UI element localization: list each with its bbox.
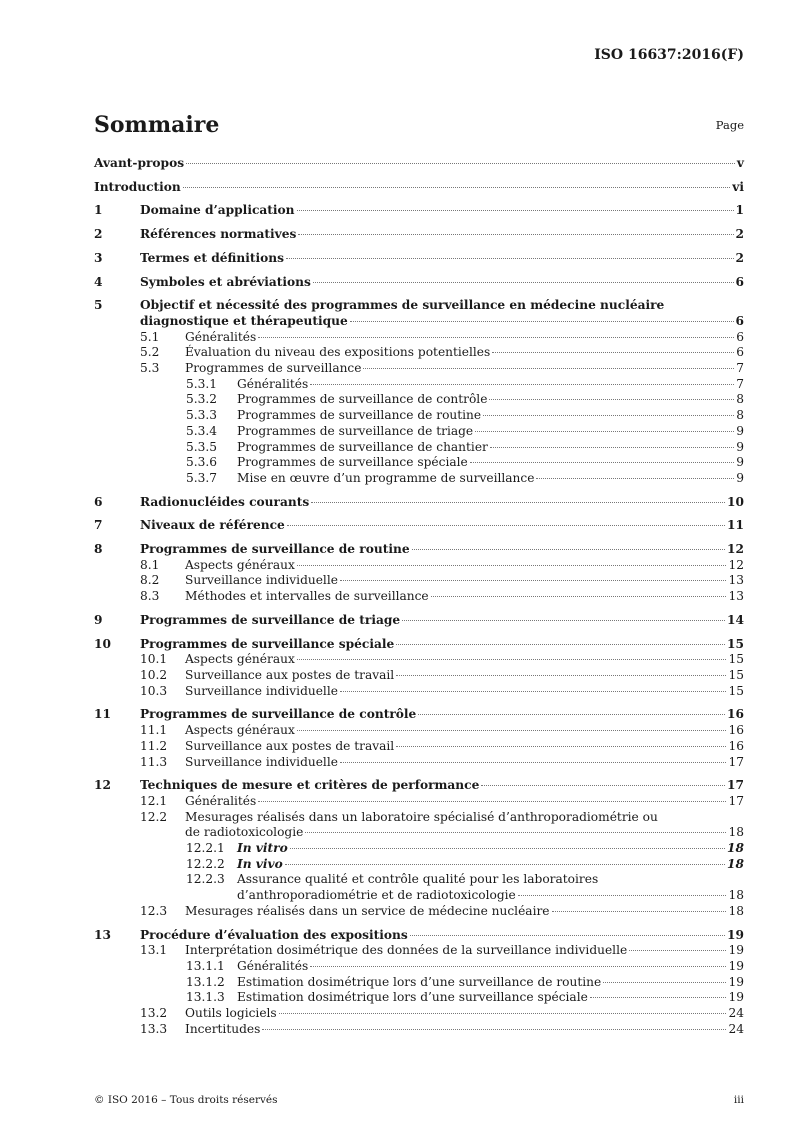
dot-leader [490, 447, 734, 448]
toc-entry-page: 19 [728, 958, 744, 973]
toc-entry-title: Assurance qualité et contrôle qualité pour les laboratoires [237, 872, 599, 887]
toc-entry-number: 13 [94, 927, 111, 942]
toc-entry[interactable] [94, 408, 744, 424]
dot-leader [183, 187, 730, 188]
toc-entry-title: Généralités [237, 958, 309, 973]
toc-entry[interactable] [94, 330, 744, 346]
toc-entry-number: 13.1 [140, 943, 168, 958]
dot-leader [311, 502, 725, 503]
toc-entry-page: 15 [728, 652, 744, 667]
dot-leader [297, 659, 727, 660]
toc-entry-page: 1 [735, 203, 744, 218]
toc-entry-title: Mesurages réalisés dans un laboratoire spécialisé d’anthroporadiométrie ou [185, 809, 658, 824]
toc-entry[interactable] [94, 975, 744, 991]
toc-separator [94, 172, 744, 180]
toc-entry[interactable] [94, 707, 744, 723]
toc-entry-title: Outils logiciels [185, 1006, 277, 1021]
toc-entry-title-continued: diagnostique et thérapeutique [140, 313, 348, 328]
dot-leader [297, 730, 727, 731]
toc-entry-number: 10.1 [140, 652, 168, 667]
toc-entry[interactable] [94, 684, 744, 700]
toc-entry-page: 24 [728, 1006, 744, 1021]
toc-entry[interactable] [94, 1006, 744, 1022]
toc-entry-page: 9 [736, 423, 744, 438]
toc-entry[interactable] [94, 275, 744, 291]
dot-leader [396, 746, 726, 747]
toc-entry-title: Mesurages réalisés dans un service de médecine nucléaire [185, 903, 550, 918]
toc-entry-number: 5 [94, 298, 103, 313]
toc-entry-title: Mise en œuvre d’un programme de surveillance [237, 470, 535, 485]
toc-entry[interactable] [94, 558, 744, 574]
toc-entry-number: 11.1 [140, 723, 168, 738]
toc-entry[interactable] [94, 943, 744, 959]
dot-leader [305, 832, 726, 833]
toc-separator [94, 510, 744, 518]
toc-separator [94, 243, 744, 251]
dot-leader [431, 596, 727, 597]
toc-entry-number: 5.3.6 [186, 455, 218, 470]
toc-entry-number: 9 [94, 612, 103, 627]
toc-separator [94, 605, 744, 613]
dot-leader [629, 950, 726, 951]
toc-entry-title: Termes et définitions [140, 250, 284, 265]
dot-leader [412, 549, 725, 550]
toc-entry-title: Niveaux de référence [140, 518, 285, 533]
toc-entry-page: 12 [727, 542, 744, 557]
toc-entry-number: 10 [94, 636, 111, 651]
dot-leader [410, 935, 725, 936]
toc-entry[interactable] [94, 298, 744, 329]
toc-entry[interactable] [94, 1022, 744, 1038]
toc-entry[interactable] [94, 739, 744, 755]
toc-entry-title: Symboles et abréviations [140, 274, 311, 289]
toc-entry-page: 18 [727, 841, 744, 856]
dot-leader [590, 997, 727, 998]
page-title: Sommaire [94, 112, 220, 138]
toc-entry-page: 9 [736, 470, 744, 485]
toc-separator [94, 267, 744, 275]
toc-entry-title: Évaluation du niveau des expositions potentielles [185, 345, 491, 360]
toc-entry-title: Généralités [237, 376, 309, 391]
toc-entry-page: 17 [727, 778, 744, 793]
toc-entry-title: Programmes de surveillance [185, 361, 362, 376]
toc-entry-number: 13.1.2 [186, 974, 225, 989]
toc-entry-page: 17 [728, 793, 744, 808]
toc-entry-number: 13.3 [140, 1021, 168, 1036]
dot-leader [340, 580, 727, 581]
toc-entry-page: 16 [727, 707, 744, 722]
toc-entry-page: 13 [728, 589, 744, 604]
toc-entry-page: 18 [728, 825, 744, 840]
toc-entry-number: 12.1 [140, 793, 168, 808]
toc-entry-title: Programmes de surveillance de contrôle [140, 707, 417, 722]
dot-leader [285, 864, 725, 865]
page-column-label: Page [715, 118, 744, 132]
toc-entry[interactable] [94, 203, 744, 219]
dot-leader [363, 368, 734, 369]
toc-entry-number: 11.2 [140, 738, 168, 753]
toc-entry-title: Surveillance aux postes de travail [185, 738, 395, 753]
toc-entry-number: 10.2 [140, 667, 168, 682]
toc-entry-title: Programmes de surveillance de chantier [237, 439, 488, 454]
toc-entry[interactable] [94, 377, 744, 393]
toc-entry[interactable] [94, 959, 744, 975]
toc-entry[interactable] [94, 424, 744, 440]
toc-entry[interactable] [94, 227, 744, 243]
toc-entry[interactable] [94, 573, 744, 589]
toc-entry-title: Estimation dosimétrique lors d’une surveillance de routine [237, 974, 602, 989]
toc-entry-number: 12 [94, 778, 111, 793]
toc-entry-title: Surveillance individuelle [185, 754, 338, 769]
toc-entry[interactable] [94, 440, 744, 456]
toc-entry-title: Programmes de surveillance spéciale [237, 455, 468, 470]
toc-entry[interactable] [94, 755, 744, 771]
dot-leader [350, 321, 734, 322]
dot-leader [287, 525, 725, 526]
toc-entry[interactable] [94, 872, 744, 903]
toc-entry-title: Radionucléides courants [140, 494, 310, 509]
toc-entry-number: 11 [94, 707, 111, 722]
toc-entry-title: Généralités [185, 329, 257, 344]
dot-leader [262, 1029, 726, 1030]
toc-entry-title: Incertitudes [185, 1021, 261, 1036]
toc-entry-page: 2 [735, 227, 744, 242]
toc-entry-page: 19 [728, 990, 744, 1005]
toc-entry[interactable] [94, 904, 744, 920]
dot-leader [518, 895, 727, 896]
toc-entry-number: 12.2.1 [186, 841, 225, 856]
toc-entry-page: 18 [728, 888, 744, 903]
dot-leader [340, 762, 727, 763]
toc-entry-title: Programmes de surveillance de routine [237, 408, 482, 423]
dot-leader [402, 620, 725, 621]
dot-leader [313, 282, 734, 283]
toc-entry-page: 12 [728, 557, 744, 572]
dot-leader [483, 415, 734, 416]
toc-entry[interactable] [94, 345, 744, 361]
dot-leader [552, 911, 727, 912]
toc-entry[interactable] [94, 392, 744, 408]
toc-entry-title: Avant-propos [94, 156, 185, 170]
toc-entry-title: Programmes de surveillance de triage [140, 612, 401, 627]
toc-entry[interactable] [94, 857, 744, 873]
toc-entry-number: 5.3.7 [186, 470, 218, 485]
dot-leader [470, 462, 735, 463]
footer-page-number: iii [733, 1094, 744, 1106]
dot-leader [279, 1013, 727, 1014]
toc-entry-number: 4 [94, 274, 103, 289]
dot-leader [290, 848, 725, 849]
toc-entry[interactable] [94, 810, 744, 841]
toc-entry[interactable] [94, 495, 744, 511]
toc-entry-page: 15 [728, 667, 744, 682]
toc-entry[interactable] [94, 156, 744, 172]
toc-entry-title-continued: de radiotoxicologie [185, 825, 304, 840]
toc-entry-title: Méthodes et intervalles de surveillance [185, 589, 429, 604]
toc-entry-title: Programmes de surveillance spéciale [140, 636, 395, 651]
dot-leader [492, 352, 734, 353]
toc-entry-title: Programmes de surveillance de routine [140, 542, 410, 557]
toc-entry[interactable] [94, 542, 744, 558]
dot-leader [310, 966, 726, 967]
toc-entry-number: 13.1.1 [186, 958, 225, 973]
toc-entry-title: In vivo [237, 856, 283, 871]
toc-entry-title: Procédure d’évaluation des expositions [140, 927, 408, 942]
toc-entry-number: 12.2 [140, 809, 168, 824]
toc-entry-title: Estimation dosimétrique lors d’une surveillance spéciale [237, 990, 588, 1005]
toc-entry-number: 12.2.3 [186, 872, 225, 887]
toc-entry-title: Domaine d’application [140, 203, 295, 218]
dot-leader [186, 163, 735, 164]
dot-leader [418, 714, 725, 715]
toc-entry[interactable] [94, 589, 744, 605]
toc-entry[interactable] [94, 794, 744, 810]
toc-entry-title: Objectif et nécessité des programmes de surveillance en médecine nucléaire [140, 298, 665, 313]
dot-leader [297, 210, 734, 211]
toc-entry-number: 2 [94, 227, 103, 242]
toc-entry-number: 5.2 [140, 345, 160, 360]
toc-entry-number: 5.3.3 [186, 408, 218, 423]
toc-separator [94, 290, 744, 298]
toc-entry-number: 1 [94, 203, 103, 218]
dot-leader [258, 337, 734, 338]
dot-leader [310, 384, 734, 385]
toc-entry-page: 6 [735, 313, 744, 328]
toc-entry-page: 9 [736, 455, 744, 470]
toc-entry[interactable] [94, 668, 744, 684]
toc-entry-page: 11 [727, 518, 744, 533]
toc-entry-page: 18 [727, 856, 744, 871]
toc-entry-title: Interprétation dosimétrique des données de la surveillance individuelle [185, 943, 628, 958]
toc-entry-number: 5.1 [140, 329, 160, 344]
toc-entry-page: 19 [727, 927, 744, 942]
dot-leader [536, 478, 734, 479]
toc-separator [94, 195, 744, 203]
toc-entry-page: v [736, 156, 744, 170]
dot-leader [298, 234, 733, 235]
toc-entry-title-continued: d’anthroporadiométrie et de radiotoxicologie [237, 888, 516, 903]
toc-separator [94, 920, 744, 928]
toc-entry-page: 10 [727, 494, 744, 509]
toc-entry-page: 16 [728, 738, 744, 753]
toc-separator [94, 219, 744, 227]
toc-entry-number: 8.2 [140, 573, 160, 588]
toc-entry-page: 13 [728, 573, 744, 588]
toc-entry-page: 8 [736, 408, 744, 423]
toc-entry-title: Techniques de mesure et critères de performance [140, 778, 480, 793]
toc-entry-page: 17 [728, 754, 744, 769]
dot-leader [396, 644, 725, 645]
toc-entry[interactable] [94, 251, 744, 267]
toc-entry-page: 7 [736, 376, 744, 391]
toc-entry-page: 6 [735, 274, 744, 289]
toc-entry[interactable] [94, 518, 744, 534]
toc-entry-page: 24 [728, 1021, 744, 1036]
toc-entry-page: 8 [736, 392, 744, 407]
dot-leader [340, 691, 727, 692]
toc-entry-title: Aspects généraux [185, 723, 295, 738]
toc-entry-number: 5.3 [140, 361, 160, 376]
toc-entry-page: 19 [728, 974, 744, 989]
toc-entry[interactable] [94, 928, 744, 944]
toc-entry-number: 12.2.2 [186, 856, 225, 871]
toc-entry[interactable] [94, 471, 744, 487]
dot-leader [481, 785, 725, 786]
toc-entry[interactable] [94, 990, 744, 1006]
toc-entry-number: 5.3.4 [186, 423, 218, 438]
footer-copyright: © ISO 2016 – Tous droits réservés [94, 1094, 278, 1106]
dot-leader [286, 258, 734, 259]
toc-entry-page: 9 [736, 439, 744, 454]
toc-entry-page: 2 [735, 250, 744, 265]
toc-separator [94, 487, 744, 495]
toc-entry-title: Aspects généraux [185, 557, 295, 572]
toc-entry-page: 18 [728, 903, 744, 918]
toc-entry[interactable] [94, 841, 744, 857]
dot-leader [489, 399, 734, 400]
toc-entry[interactable] [94, 613, 744, 629]
toc-entry-page: 19 [728, 943, 744, 958]
dot-leader [603, 982, 726, 983]
toc-entry-number: 8.1 [140, 557, 160, 572]
toc-entry-page: 16 [728, 723, 744, 738]
toc-entry-title: In vitro [237, 841, 288, 856]
toc-separator [94, 534, 744, 542]
toc-entry[interactable] [94, 723, 744, 739]
toc-entry[interactable] [94, 180, 744, 196]
toc-entry-number: 12.3 [140, 903, 168, 918]
toc-entry-page: 15 [728, 683, 744, 698]
toc-entry-title: Références normatives [140, 227, 297, 242]
toc-entry[interactable] [94, 778, 744, 794]
toc-entry-number: 5.3.1 [186, 376, 218, 391]
dot-leader [297, 565, 727, 566]
toc-entry-number: 5.3.5 [186, 439, 218, 454]
toc-separator [94, 629, 744, 637]
table-of-contents [94, 156, 744, 1037]
toc-entry-number: 8 [94, 542, 103, 557]
toc-entry-number: 6 [94, 494, 103, 509]
toc-entry-number: 3 [94, 250, 103, 265]
toc-entry-number: 11.3 [140, 754, 168, 769]
toc-entry-number: 13.1.3 [186, 990, 225, 1005]
toc-entry[interactable] [94, 361, 744, 377]
dot-leader [475, 431, 734, 432]
toc-entry-page: vi [732, 179, 744, 194]
toc-entry-number: 10.3 [140, 683, 168, 698]
toc-entry-number: 8.3 [140, 589, 160, 604]
dot-leader [396, 675, 726, 676]
toc-entry-page: 6 [736, 345, 744, 360]
toc-entry-page: 15 [727, 636, 744, 651]
toc-entry-title: Surveillance individuelle [185, 683, 338, 698]
toc-entry-title: Programmes de surveillance de contrôle [237, 392, 488, 407]
toc-entry-title: Surveillance aux postes de travail [185, 667, 395, 682]
toc-entry-title: Aspects généraux [185, 652, 295, 667]
toc-entry-page: 14 [727, 612, 744, 627]
toc-entry-title: Introduction [94, 179, 181, 194]
toc-entry[interactable] [94, 652, 744, 668]
toc-entry-number: 13.2 [140, 1006, 168, 1021]
toc-separator [94, 699, 744, 707]
toc-entry-title: Généralités [185, 793, 257, 808]
dot-leader [258, 801, 726, 802]
toc-entry-title: Programmes de surveillance de triage [237, 423, 474, 438]
toc-entry-title: Surveillance individuelle [185, 573, 338, 588]
toc-entry[interactable] [94, 637, 744, 653]
toc-entry-page: 7 [736, 361, 744, 376]
toc-entry[interactable] [94, 455, 744, 471]
toc-entry-number: 7 [94, 518, 103, 533]
toc-separator [94, 770, 744, 778]
toc-entry-number: 5.3.2 [186, 392, 218, 407]
document-id: ISO 16637:2016(F) [594, 47, 744, 63]
toc-entry-page: 6 [736, 329, 744, 344]
